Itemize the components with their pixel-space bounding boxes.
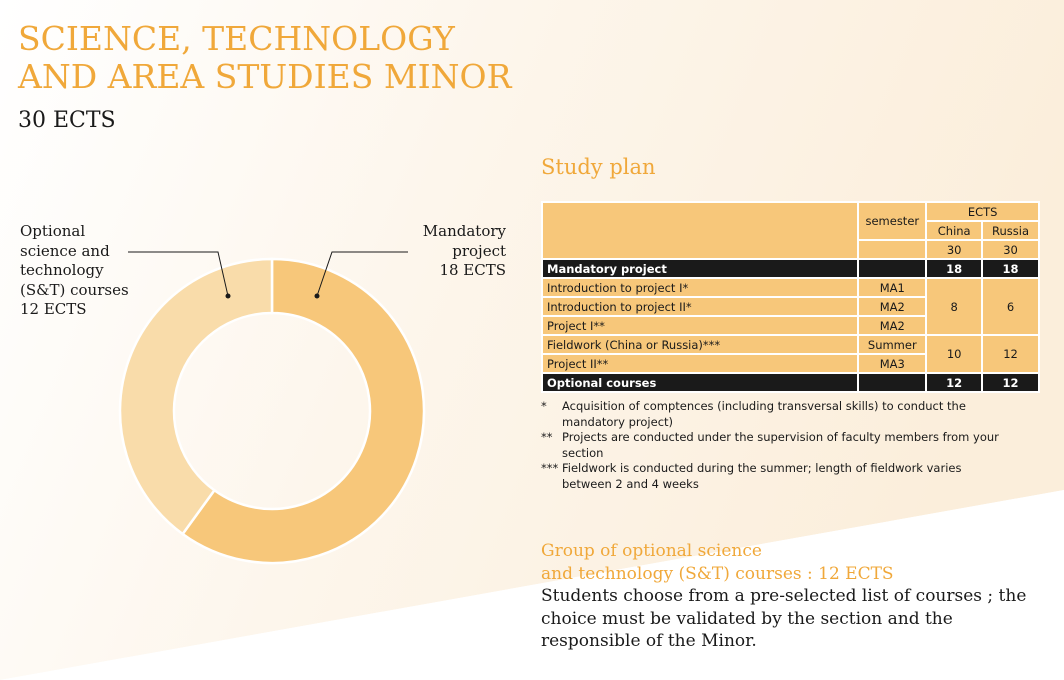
header-semester: semester — [858, 202, 926, 240]
course-label: Fieldwork (China or Russia)*** — [542, 335, 858, 354]
footnote-mark: * — [541, 399, 547, 413]
course-label: Introduction to project II* — [542, 297, 858, 316]
header-russia: Russia — [982, 221, 1039, 240]
mandatory-project-row — [542, 259, 1039, 278]
mandatory-label — [380, 222, 506, 281]
footnote — [541, 399, 1001, 430]
header-ects: ECTS — [926, 202, 1039, 221]
optional-label-line: 12 ECTS — [20, 300, 87, 318]
optional-courses-semester — [858, 373, 926, 392]
course-label: Introduction to project I* — [542, 278, 858, 297]
title-line-2: AND AREA STUDIES MINOR — [18, 57, 512, 96]
optional-leader-dot — [226, 294, 231, 299]
group1-china: 8 — [926, 278, 982, 335]
optional-label — [20, 222, 160, 320]
group1-russia: 6 — [982, 278, 1039, 335]
footnote-text: Projects are conducted under the supervision of faculty members from your section — [562, 430, 999, 460]
mandatory-label-line: 18 ECTS — [439, 261, 506, 279]
course-label: Project II** — [542, 354, 858, 373]
title-line-1: SCIENCE, TECHNOLOGY — [18, 19, 455, 58]
course-label: Project I** — [542, 316, 858, 335]
group-title — [541, 540, 894, 586]
footnote-mark: *** — [541, 461, 559, 475]
course-semester: Summer — [858, 335, 926, 354]
optional-courses-label: Optional courses — [542, 373, 858, 392]
optional-courses-china: 12 — [926, 373, 982, 392]
header-empty-cell — [542, 202, 858, 259]
group2-russia: 12 — [982, 335, 1039, 373]
course-semester: MA2 — [858, 297, 926, 316]
header-china-total: 30 — [926, 240, 982, 259]
mandatory-label-line: Mandatory — [422, 222, 506, 240]
mandatory-project-label: Mandatory project — [542, 259, 858, 278]
mandatory-label-line: project — [452, 241, 506, 260]
mandatory-leader-dot — [315, 294, 320, 299]
footnote — [541, 430, 1001, 461]
mandatory-project-semester — [858, 259, 926, 278]
optional-courses-row — [542, 373, 1039, 392]
optional-label-line: Optional — [20, 222, 86, 240]
footnote-mark: ** — [541, 430, 553, 444]
header-empty-cell — [858, 240, 926, 259]
header-russia-total: 30 — [982, 240, 1039, 259]
optional-courses-russia: 12 — [982, 373, 1039, 392]
footnote-text: Acquisition of comptences (including transversal skills) to conduct the mandatory project) — [562, 399, 966, 429]
group-title-line-2: and technology (S&T) courses : 12 ECTS — [541, 564, 894, 584]
group-description: Students choose from a pre-selected list of courses ; the choice must be validated by the section and the responsible of the Minor. — [541, 586, 1027, 651]
optional-label-line: (S&T) courses — [20, 280, 129, 299]
footnotes — [541, 399, 1001, 492]
optional-label-line: technology — [20, 261, 104, 279]
mandatory-project-russia: 18 — [982, 259, 1039, 278]
table-row — [542, 278, 1039, 297]
table-header-row — [542, 202, 1039, 221]
group-title-line-1: Group of optional science — [541, 541, 762, 561]
study-plan-table — [541, 201, 1040, 393]
mandatory-project-china: 18 — [926, 259, 982, 278]
study-plan-title: Study plan — [541, 155, 656, 179]
footnote-text: Fieldwork is conducted during the summer; length of fieldwork varies between 2 and 4 weeks — [562, 461, 962, 491]
course-semester: MA3 — [858, 354, 926, 373]
footnote — [541, 461, 1001, 492]
course-semester: MA2 — [858, 316, 926, 335]
group2-china: 10 — [926, 335, 982, 373]
optional-label-line: science and — [20, 241, 110, 260]
header-china: China — [926, 221, 982, 240]
table-row — [542, 335, 1039, 354]
page-subtitle: 30 ECTS — [18, 108, 116, 133]
course-semester: MA1 — [858, 278, 926, 297]
